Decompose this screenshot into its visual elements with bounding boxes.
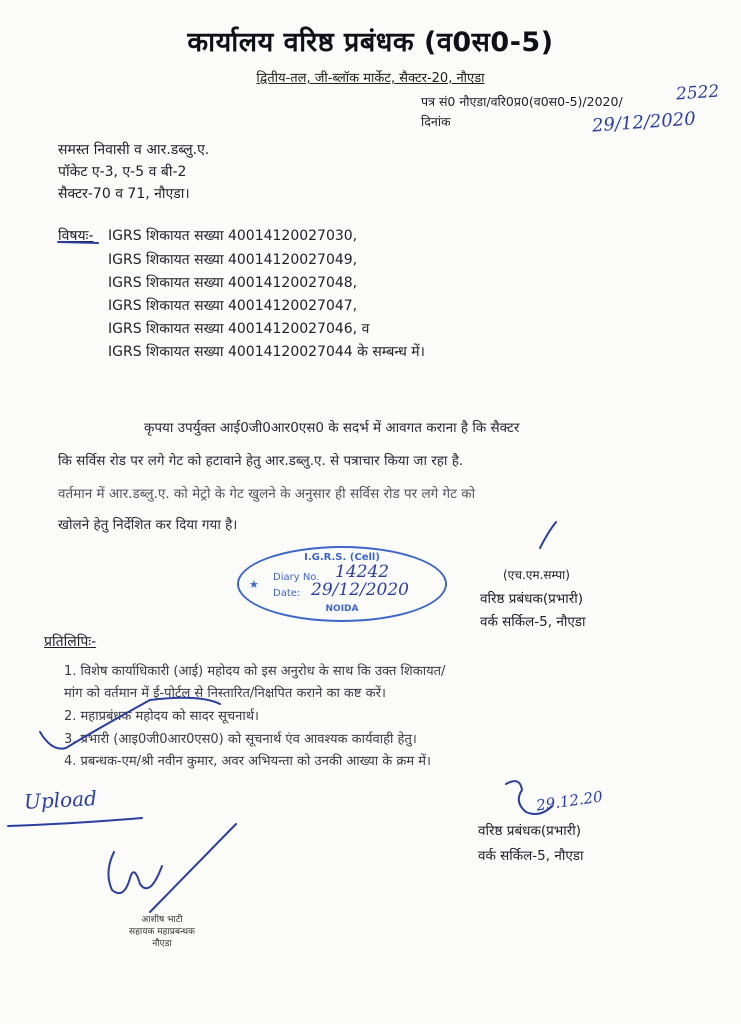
- copy-to-item: 3. प्रभारी (आइ0जी0आर0एस0) को सूचनार्थ एंव आवश्यक कार्यवाही हेतु।: [64, 732, 417, 747]
- officer-location: नौएडा: [152, 939, 172, 949]
- copy-to-item: मांग को वर्तमान में ई-पोर्टल से निस्तारित/निक्षपित कराने का कष्ट करें।: [64, 686, 386, 701]
- recipient-line: समस्त निवासी व आर.डब्लु.ए.: [58, 142, 210, 158]
- office-address: द्वितीय-तल, जी-ब्लॉक मार्केट, सैक्टर-20, नौएडा: [256, 71, 485, 86]
- subject-line: IGRS शिकायत सख्या 40014120027030,: [108, 228, 358, 244]
- checkmark-icon: [40, 698, 220, 749]
- body-line: वर्तमान में आर.डब्लु.ए. को मेट्रो के गेट खुलने के अनुसार ही सर्विस रोड पर लगे गेट को: [58, 486, 476, 502]
- signatory-designation: वरिष्ठ प्रबंधक(प्रभारी): [480, 591, 584, 607]
- bottom-signature-date: 29.12.20: [535, 787, 604, 815]
- bottom-signatory-office: वर्क सर्किल-5, नौएडा: [478, 848, 584, 864]
- date-label: दिनांक: [421, 114, 451, 129]
- recipient-line: पॉकेट ए-3, ए-5 व बी-2: [58, 164, 187, 180]
- body-line: कि सर्विस रोड पर लगे गेट को हटावाने हेतु आर.डब्लु.ए. से पत्राचार किया जा रहा है.: [58, 453, 464, 469]
- stamp-date-label: Date:: [273, 588, 301, 599]
- office-title: कार्यालय वरिष्ठ प्रबंधक (व0स0-5): [187, 27, 554, 58]
- body-line: कृपया उपर्युक्त आई0जी0आर0एस0 के सदर्भ में आवगत कराना है कि सैक्टर: [144, 420, 520, 436]
- date-handwritten: 29/12/2020: [591, 108, 697, 137]
- star-icon: ★: [249, 578, 259, 591]
- subject-line: IGRS शिकायत सख्या 40014120027044 के सम्बन्ध में।: [108, 344, 425, 360]
- subject-line: IGRS शिकायत सख्या 40014120027049,: [108, 252, 358, 268]
- upload-underline: [8, 818, 142, 826]
- recipient-line: सैक्टर-70 व 71, नौएडा।: [58, 186, 190, 202]
- copy-to-label: प्रतिलिपिः-: [44, 634, 97, 650]
- signature-scrawl-left: [108, 852, 162, 893]
- stamp-footer: NOIDA: [325, 604, 359, 614]
- signature-tick-top: [540, 522, 556, 548]
- copy-to-item: 4. प्रबन्धक-एम/श्री नवीन कुमार, अवर अभियन्ता को उनकी आख्या के क्रम में।: [64, 754, 431, 769]
- letter-number-handwritten: 2522: [675, 81, 720, 105]
- subject-label: विषयः-: [58, 228, 94, 244]
- signature-slash: [150, 824, 236, 912]
- officer-name: आशीष भाटी: [141, 915, 183, 925]
- body-line: खोलने हेतु निर्देशित कर दिया गया है।: [58, 517, 238, 533]
- subject-underline-mark: [58, 242, 98, 243]
- letter-number: पत्र सं0 नौएडा/वरि0प्र0(व0स0-5)/2020/: [421, 94, 623, 109]
- copy-to-item: 1. विशेष कार्याधिकारी (आई) महोदय को इस अनुरोध के साथ कि उक्त शिकायत/: [64, 664, 446, 679]
- stamp-diary-value: 14242: [335, 562, 390, 582]
- stamp-date-value: 29/12/2020: [311, 580, 409, 600]
- subject-line: IGRS शिकायत सख्या 40014120027048,: [108, 275, 358, 291]
- stamp-heading: I.G.R.S. (Cell): [304, 552, 380, 563]
- upload-note: Upload: [23, 786, 98, 814]
- signatory-name: (एच.एम.सम्पा): [503, 568, 570, 582]
- copy-to-item: 2. महाप्रबंधक महोदय को सादर सूचनार्थ।: [64, 709, 259, 724]
- bottom-signatory-designation: वरिष्ठ प्रबंधक(प्रभारी): [478, 823, 582, 839]
- signature-scrawl-right: [506, 781, 552, 814]
- officer-designation: सहायक महाप्रबन्धक: [129, 927, 195, 937]
- subject-line: IGRS शिकायत सख्या 40014120027046, व: [108, 321, 370, 337]
- stamp-diary-label: Diary No.: [273, 572, 320, 583]
- subject-line: IGRS शिकायत सख्या 40014120027047,: [108, 298, 358, 314]
- signatory-office: वर्क सर्किल-5, नौएडा: [480, 614, 586, 630]
